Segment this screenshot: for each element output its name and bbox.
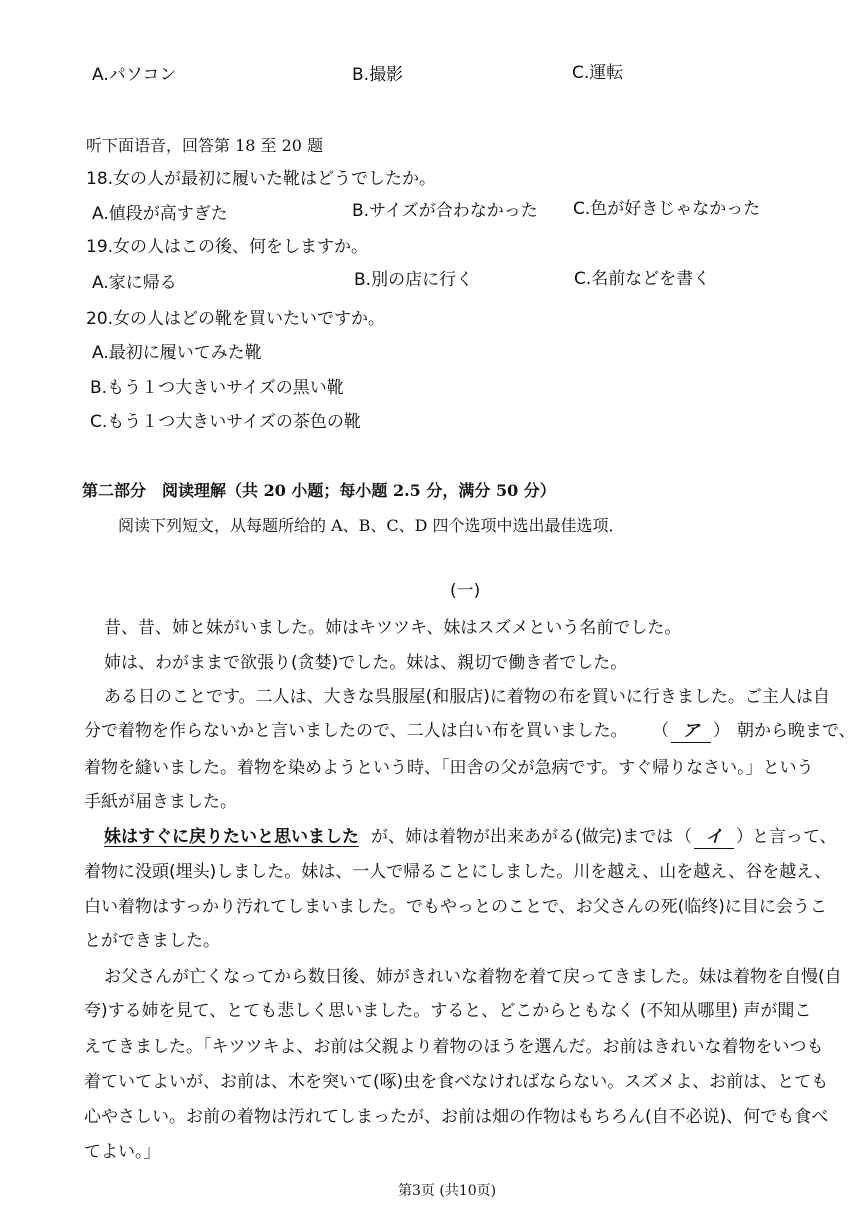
blank-i-answer: イ — [694, 826, 734, 849]
passage-line: ある日のことです。二人は、大きな呉服屋(和服店)に着物の布を買いに行きました。ご主人は自 — [104, 687, 830, 707]
passage-line: 白い着物はすっかり汚れてしまいました。でもやっとのことで、お父さんの死(临终)に目に会うこ — [84, 897, 827, 917]
listening-instruction: 听下面语音，回答第 18 至 20 题 — [86, 136, 324, 155]
passage-line: てよい。」 — [84, 1142, 161, 1162]
question-20: 20.女の人はどの靴を買いたいですか。 — [86, 309, 386, 329]
blank-i: （ イ ） — [675, 827, 753, 847]
passage-line: と言って、 — [752, 827, 837, 847]
q19-option-b: B.別の店に行く — [354, 270, 474, 290]
q20-option-b: B.もう１つ大きいサイズの黒い靴 — [90, 378, 344, 398]
passage-line: 朝から晩まで、 — [737, 721, 856, 741]
blank-a-answer: ア — [671, 720, 711, 743]
passage-line: 姉は、わがままで欲張り(贪婪)でした。妹は、親切で働き者でした。 — [104, 653, 628, 673]
passage-line: 夸)する姉を見て、とても悲しく思いました。すると、どこからともなく (不知从哪里) 声が聞こ — [84, 1001, 812, 1021]
q18-option-c: C.色が好きじゃなかった — [573, 199, 761, 219]
passage-line: 着ていてよいが、お前は、木を突いて(啄)虫を食べなければならない。スズメよ、お前は、とても — [84, 1072, 829, 1092]
underlined-sentence: 妹はすぐに戻りたいと思いました — [104, 827, 359, 847]
question-18: 18.女の人が最初に履いた靴はどうでしたか。 — [86, 169, 437, 189]
q18-option-b: B.サイズが合わなかった — [352, 201, 538, 221]
q18-option-a: A.値段が高すぎた — [92, 204, 228, 224]
passage-line: 着物に没頭(埋头)しました。妹は、一人で帰ることにしました。川を越え、山を越え、谷を越え、 — [84, 862, 832, 882]
page-footer: 第3页 (共10页) — [398, 1183, 497, 1199]
blank-a: （ ア ） — [652, 721, 730, 741]
passage-line: えてきました。「キツツキよ、お前は父親より着物のほうを選んだ。お前はきれいな着物をいつも — [84, 1037, 824, 1057]
q20-option-a: A.最初に履いてみた靴 — [92, 343, 262, 363]
passage-line: お父さんが亡くなってから数日後、姉がきれいな着物を着て戻ってきました。妹は着物を自慢(自 — [104, 967, 842, 987]
section-title: 第二部分 阅读理解（共 20 小题；每小题 2.5 分，满分 50 分） — [82, 481, 556, 500]
passage-number: (一) — [450, 581, 481, 601]
q20-option-c: C.もう１つ大きいサイズの茶色の靴 — [90, 412, 361, 432]
q19-option-a: A.家に帰る — [92, 273, 177, 293]
passage-line: 心やさしい。お前の着物は汚れてしまったが、お前は畑の作物はもちろん(自不必说)、何でも食べ — [84, 1107, 829, 1127]
option-b: B.撮影 — [352, 65, 404, 85]
passage-line: 着物を縫いました。着物を染めようという時、「田舎の父が急病です。すぐ帰りなさい。」という — [84, 758, 814, 778]
passage-line: 昔、昔、姉と妹がいました。姉はキツツキ、妹はスズメという名前でした。 — [104, 618, 682, 638]
passage-line: とができました。 — [84, 931, 220, 951]
q19-option-c: C.名前などを書く — [574, 269, 711, 289]
question-19: 19.女の人はこの後、何をしますか。 — [86, 237, 369, 257]
passage-line: 手紙が届きました。 — [84, 792, 237, 812]
option-c: C.運転 — [572, 63, 624, 83]
passage-line: 分で着物を作らないかと言いましたので、二人は白い布を買いました。 — [84, 721, 628, 741]
option-a: A.パソコン — [92, 65, 177, 85]
section-instruction: 阅读下列短文，从每题所给的 A、B、C、D 四个选项中选出最佳选项． — [118, 516, 625, 535]
passage-line: が、姉は着物が出来あがる(做完)までは — [371, 827, 674, 847]
